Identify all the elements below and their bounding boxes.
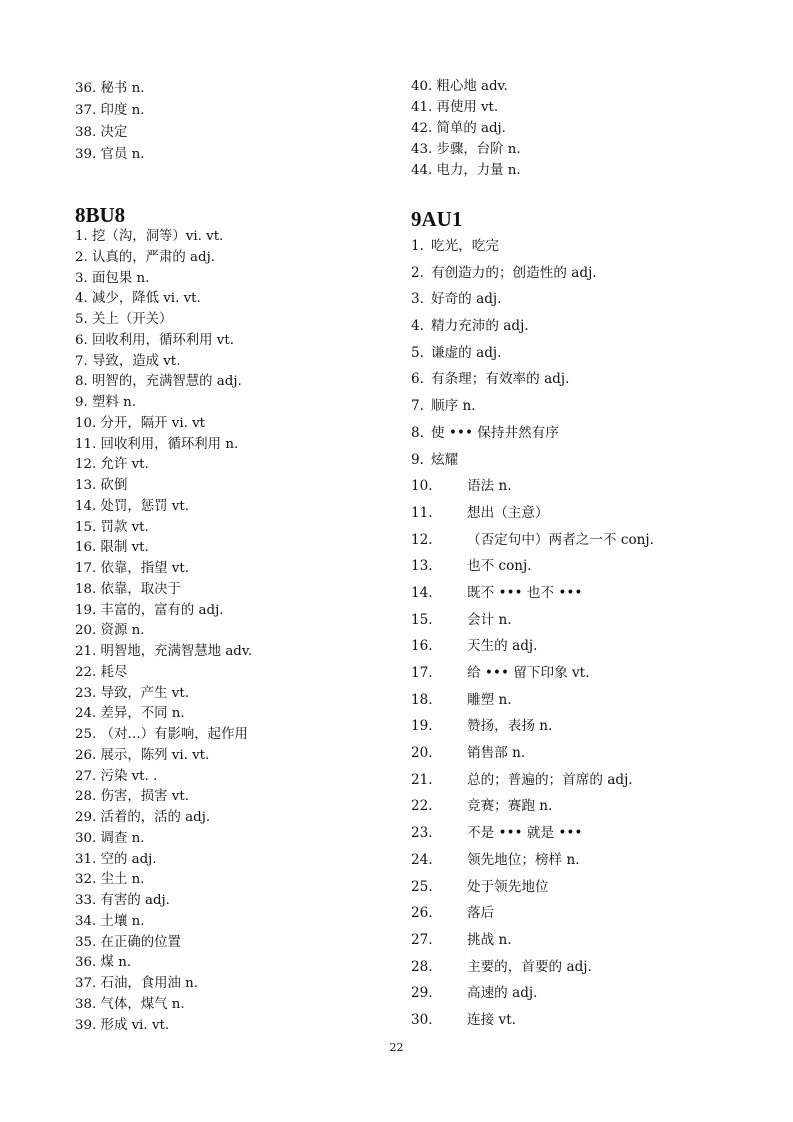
list-item: 4. 减少，降低 vi. vt. [75,291,201,307]
list-item: 7. 导致，造成 vt. [75,353,181,369]
list-item: 14. 处罚，惩罚 vt. [75,498,189,514]
item-number: 27. [411,931,433,948]
list-item: 40. 粗心地 adv. [411,79,508,94]
item-text: 挑战 n. [467,931,512,948]
item-number: 2. [411,264,424,281]
list-item: 16. 限制 vt. [75,540,149,556]
item-number: 22. [411,798,433,815]
item-text: 想出（主意） [467,504,549,521]
item-text: 落后 [467,905,495,922]
item-text: 天生的 adj. [467,638,538,655]
item-number: 17. [411,665,433,681]
list-item: 2. 认真的，严肃的 adj. [75,249,215,265]
list-item [411,260,781,287]
list-item: 36. 秘书 n. [75,81,145,96]
item-number: 21. [411,771,433,788]
item-text: 炫耀 [431,451,459,468]
list-item: 32. 尘土 n. [75,872,145,888]
list-item [411,713,781,740]
list-item [411,687,781,714]
list-item: 15. 罚款 vt. [75,519,149,535]
item-text: 赞扬，表扬 n. [467,718,553,735]
list-item [411,447,781,474]
item-number: 3. [411,291,424,308]
list-item: 12. 允许 vt. [75,457,149,473]
item-number: 10. [411,478,433,495]
list-item: 9. 塑料 n. [75,395,136,410]
list-item: 6. 回收利用，循环利用 vt. [75,332,235,348]
item-number: 12. [411,531,433,548]
item-text: 不是 ••• 就是 ••• [467,825,583,842]
item-text: 既不 ••• 也不 ••• [467,584,583,601]
item-number: 16. [411,638,433,655]
item-text: 竞赛；赛跑 n. [467,798,553,815]
list-item: 37. 印度 n. [75,103,145,118]
list-item: 43. 步骤，台阶 n. [411,142,521,157]
list-item: 31. 空的 adj. [75,851,157,867]
list-item [411,767,781,794]
list-item: 5. 关上（开关） [75,312,173,327]
item-text: （否定句中）两者之一不 conj. [467,531,654,548]
section-title: 8BU8 [75,203,126,227]
list-item [411,900,781,927]
list-item: 26. 展示，陈列 vi. vt. [75,747,210,763]
list-item: 3. 面包果 n. [75,270,150,286]
list-item: 11. 回收利用，循环利用 n. [75,436,239,452]
item-number: 15. [411,611,433,628]
item-text: 好奇的 adj. [431,291,502,308]
item-text: 连接 vt. [467,1011,516,1028]
list-item: 29. 活着的，活的 adj. [75,810,211,825]
list-item [411,793,781,820]
item-number: 11. [411,504,433,521]
item-text: 会计 n. [467,611,512,628]
list-item [411,660,781,687]
list-item [411,420,781,447]
list-item [411,847,781,874]
item-text: 有条理；有效率的 adj. [431,371,570,388]
list-item: 24. 差异，不同 n. [75,706,185,722]
list-item: 18. 依靠，取决于 [75,581,181,597]
item-number: 25. [411,878,433,895]
section-title: 9AU1 [411,207,463,231]
section-9au1 [411,205,781,1034]
item-text: 高速的 adj. [467,985,538,1002]
item-text: 语法 n. [467,478,512,495]
list-item [411,553,781,580]
item-text: 吃光，吃完 [431,238,499,254]
list-item [411,820,781,847]
list-item: 13. 砍倒 [75,478,128,493]
list-item: 36. 煤 n. [75,955,132,971]
list-item: 20. 资源 n. [75,623,145,639]
list-item [411,340,781,367]
list-item: 27. 污染 vt. . [75,768,158,784]
item-number: 14. [411,584,433,601]
list-item [411,313,781,340]
item-text: 也不 conj. [467,558,532,575]
left-continued-list [75,78,405,166]
item-number: 6. [411,371,424,388]
item-text: 使 ••• 保持井然有序 [431,424,559,441]
list-item: 33. 有害的 adj. [75,893,170,908]
list-item: 38. 决定 [75,125,128,140]
list-item: 22. 耗尽 [75,664,128,680]
list-item [411,366,781,393]
list-item [411,980,781,1007]
list-item: 30. 调查 n. [75,830,145,846]
list-item: 38. 气体，煤气 n. [75,996,185,1012]
list-item [411,874,781,901]
item-number: 18. [411,691,433,708]
item-number: 26. [411,905,433,922]
list-item [411,633,781,660]
list-item [411,473,781,500]
list-item: 1. 挖（沟，洞等）vi. vt. [75,229,224,244]
item-text: 雕塑 n. [467,691,512,708]
list-item: 8. 明智的，充满智慧的 adj. [75,374,242,390]
item-text: 销售部 n. [467,745,526,762]
right-continued-list [411,76,771,181]
item-number: 20. [411,745,433,762]
item-text: 有创造力的；创造性的 adj. [431,264,597,281]
list-item [411,607,781,634]
item-number: 28. [411,958,433,975]
list-item [411,580,781,607]
item-number: 9. [411,451,424,468]
list-item: 25. （对…）有影响，起作用 [75,727,248,742]
item-number: 30. [411,1011,433,1028]
list-item: 44. 电力，力量 n. [411,163,521,178]
list-item: 23. 导致，产生 vt. [75,685,189,701]
item-number: 29. [411,985,433,1002]
list-item [411,1007,781,1034]
list-item: 39. 形成 vi. vt. [75,1017,170,1033]
list-item: 35. 在正确的位置 [75,934,181,950]
item-text: 总的；普遍的；首席的 adj. [467,771,633,788]
item-text: 顺序 n. [431,398,476,415]
item-number: 7. [411,398,424,415]
item-number: 8. [411,424,424,441]
item-number: 13. [411,558,433,575]
item-text: 谦虚的 adj. [431,344,502,361]
section-8bu8 [75,203,405,1036]
page-number: 22 [389,1041,404,1054]
list-item: 17. 依靠，指望 vt. [75,561,189,576]
list-item [411,954,781,981]
list-item [411,527,781,554]
list-item: 19. 丰富的，富有的 adj. [75,602,224,618]
item-text: 处于领先地位 [467,878,549,895]
item-text: 主要的，首要的 adj. [467,958,592,975]
item-number: 19. [411,718,433,735]
item-number: 5. [411,344,424,361]
list-item [411,740,781,767]
item-number: 24. [411,851,433,868]
list-item: 10. 分开，隔开 vi. vt [75,415,206,431]
item-number: 23. [411,825,433,842]
list-item: 41. 再使用 vt. [411,100,499,115]
list-item: 39. 官员 n. [75,147,145,162]
item-number: 1. [411,238,424,254]
item-text: 给 ••• 留下印象 vt. [467,665,590,681]
list-item [411,500,781,527]
list-item: 42. 简单的 adj. [411,121,506,136]
item-text: 精力充沛的 adj. [431,318,529,335]
list-item: 34. 土壤 n. [75,913,145,929]
list-item [411,927,781,954]
list-item [411,393,781,420]
list-item [411,233,781,260]
list-item: 21. 明智地，充满智慧地 adv. [75,644,253,659]
item-number: 4. [411,318,424,335]
list-item: 28. 伤害，损害 vt. [75,789,189,805]
item-text: 领先地位；榜样 n. [467,851,580,868]
list-item [411,286,781,313]
list-item: 37. 石油，食用油 n. [75,976,199,991]
